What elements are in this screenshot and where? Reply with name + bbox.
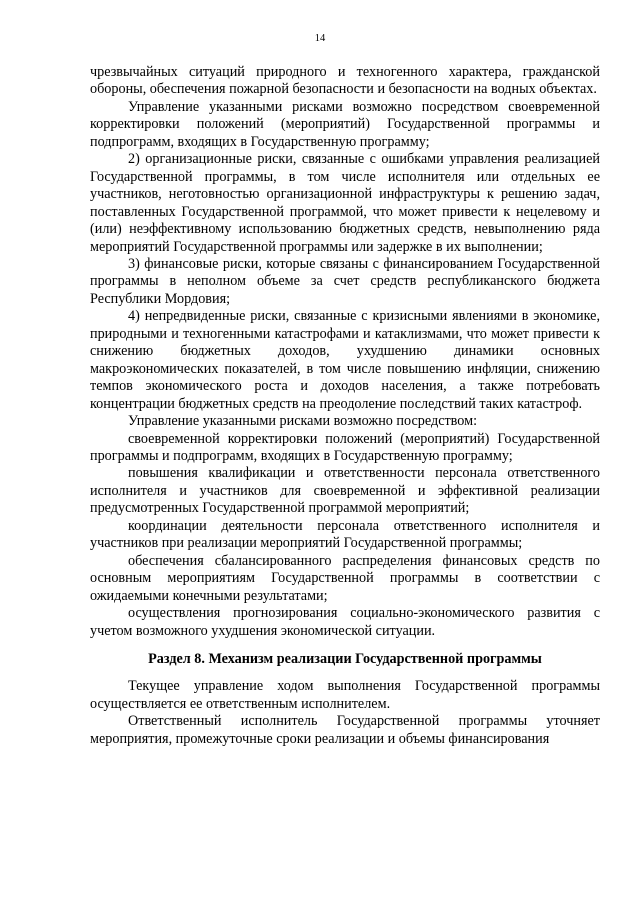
paragraph: 3) финансовые риски, которые связаны с финансированием Государственной программы в неполном объеме за счет средств республиканского бюджета Республики Мордовия; (90, 255, 600, 307)
paragraph: Управление указанными рисками возможно посредством своевременной корректировки положений (мероприятий) Государственной программы и подпрограмм, входящих в Государственную программу; (90, 98, 600, 150)
paragraph: обеспечения сбалансированного распределения финансовых средств по основным мероприятиям Государственной программы в соответствии с ожидаемыми конечными результатами; (90, 552, 600, 604)
paragraph: чрезвычайных ситуаций природного и техногенного характера, гражданской обороны, обеспечения пожарной безопасности и безопасности на водных объектах. (90, 64, 600, 98)
paragraph: осуществления прогнозирования социально-экономического развития с учетом возможного ухудшения экономической ситуации. (90, 605, 600, 639)
document-body (90, 64, 600, 748)
paragraph: своевременной корректировки положений (мероприятий) Государственной программы и подпрограмм, входящих в Государственную программу; (90, 430, 600, 464)
paragraph: координации деятельности персонала ответственного исполнителя и участников при реализации мероприятий Государственной программы; (90, 517, 600, 552)
section-heading: Раздел 8. Механизм реализации Государственной программы (148, 650, 542, 667)
paragraph: 2) организационные риски, связанные с ошибками управления реализацией Государственной программы, в том числе исполнителя или отдельных ее участников, неготовностью организационной инфраструктуры к решению задач, поставленных Государственной программой, что может привести к нецелевому и (или) неэффективному использованию бюджетных средств, невыполнению ряда мероприятий Государственной программы или задержке в их выполнении; (90, 151, 600, 255)
paragraph: повышения квалификации и ответственности персонала ответственного исполнителя и участников для своевременной и эффективной реализации предусмотренных Государственной программой мероприятий; (90, 465, 600, 517)
paragraph: 4) непредвиденные риски, связанные с кризисными явлениями в экономике, природными и техногенными катастрофами и катаклизмами, что может привести к снижению бюджетных доходов, ухудшению динамики основных макроэкономических показателей, в том числе повышению инфляции, снижению темпов экономического роста и доходов населения, а также потребовать концентрации бюджетных средств на преодоление последствий таких катастроф. (90, 308, 600, 412)
paragraph: Ответственный исполнитель Государственной программы уточняет мероприятия, промежуточные сроки реализации и объемы финансирования (90, 713, 600, 747)
page-number: 14 (314, 33, 326, 44)
paragraph: Текущее управление ходом выполнения Государственной программы осуществляется ее ответственным исполнителем. (90, 678, 600, 712)
paragraph: Управление указанными рисками возможно посредством: (128, 413, 478, 430)
